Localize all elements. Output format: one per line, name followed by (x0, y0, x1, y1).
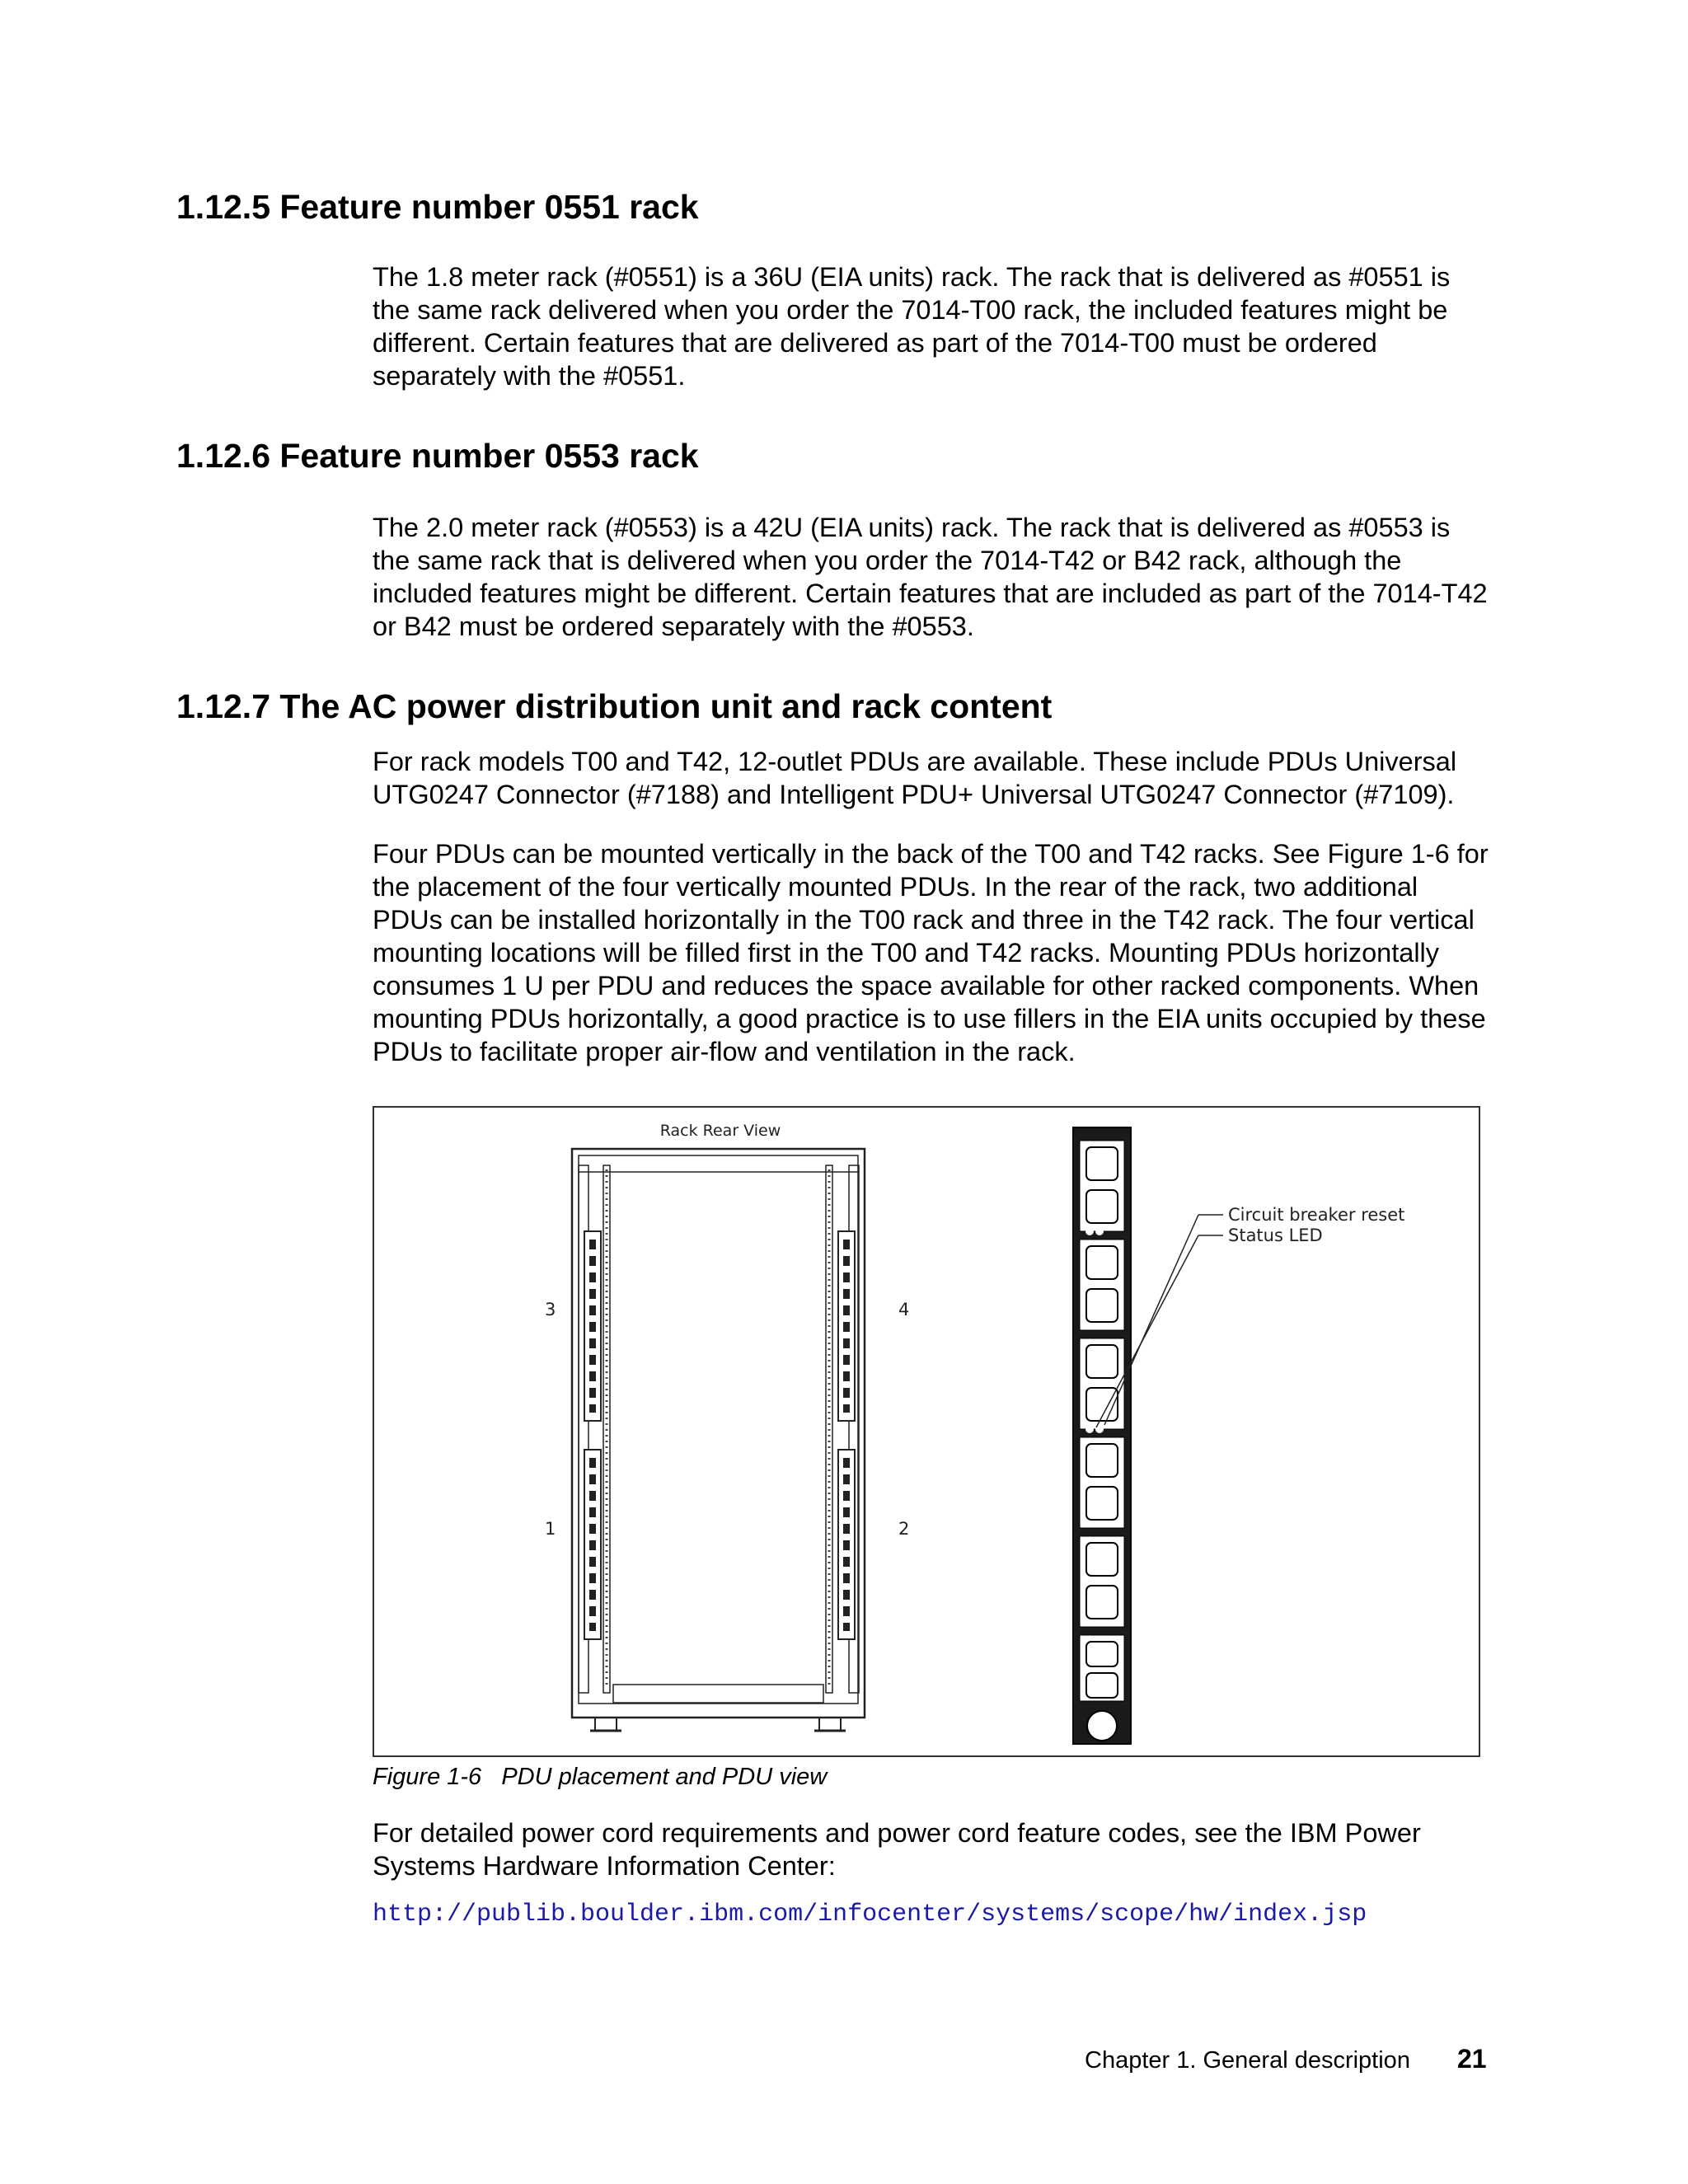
position-label-4: 4 (898, 1300, 910, 1319)
rack-frame (572, 1149, 865, 1718)
caster-left (595, 1718, 617, 1731)
section-heading-1-12-5: 1.12.5 Feature number 0551 rack (176, 188, 699, 226)
position-label-1: 1 (545, 1519, 556, 1539)
figure-caption: Figure 1-6 PDU placement and PDU view (373, 1764, 828, 1790)
callout-circuit-breaker-reset: Circuit breaker reset (1228, 1205, 1405, 1225)
paragraph-pdu-mounting: Four PDUs can be mounted vertically in the back of the T00 and T42 racks. See Figure 1-6 for the placement of the four vertically mounted PDUs. In the rear of the rack, two additional PDUs can be installed horizontally in the T00 rack and three in the T42 rack. The four vertical mounting locations will be filled first in the T00 and T42 racks. Mounting PDUs horizontally consumes 1 U per PDU and reduces the space available for other racked components. When mounting PDUs horizontally, a good practice is to use fillers in the EIA units occupied by these PDUs to facilitate proper air-flow and ventilation in the rack. (373, 839, 1489, 1066)
section-heading-1-12-6: 1.12.6 Feature number 0553 rack (176, 437, 699, 475)
footer-chapter-label: Chapter 1. General description (1085, 2047, 1410, 2074)
section-heading-1-12-7: 1.12.7 The AC power distribution unit and rack content (176, 687, 1053, 725)
paragraph-0551-rack: The 1.8 meter rack (#0551) is a 36U (EIA units) rack. The rack that is delivered as #0551 is the same rack delivered when you order the 7014-T00 rack, the included features might be different. Certain features that are delivered as part of the 7014-T00 must be ordered separately with the #0551. (373, 262, 1451, 391)
figure-drawing (374, 1108, 1479, 1755)
position-label-2: 2 (898, 1519, 910, 1539)
pdu-detail-view (1073, 1127, 1131, 1744)
caster-right (819, 1718, 841, 1731)
rack-rear-view-label: Rack Rear View (659, 1122, 781, 1140)
infocenter-link[interactable]: http://publib.boulder.ibm.com/infocenter/systems/scope/hw/index.jsp (373, 1900, 1367, 1929)
paragraph-pdu-models: For rack models T00 and T42, 12-outlet PDUs are available. These include PDUs Universal UTG0247 Connector (#7188) and Intelligent PDU+ Universal UTG0247 Connector (#7109). (373, 747, 1457, 809)
position-label-3: 3 (545, 1300, 556, 1319)
paragraph-power-cord: For detailed power cord requirements and power cord feature codes, see the IBM Power Systems Hardware Information Center: (373, 1818, 1421, 1881)
figure-pdu-placement (373, 1106, 1480, 1757)
paragraph-0553-rack: The 2.0 meter rack (#0553) is a 42U (EIA units) rack. The rack that is delivered as #0553 is the same rack that is delivered when you order the 7014-T42 or B42 rack, although the included features might be different. Certain features that are included as part of the 7014-T42 or B42 must be ordered separately with the #0553. (373, 513, 1488, 641)
callout-status-led: Status LED (1228, 1226, 1323, 1245)
footer-page-number: 21 (1457, 2044, 1487, 2074)
rack-inner-frame (579, 1155, 858, 1704)
